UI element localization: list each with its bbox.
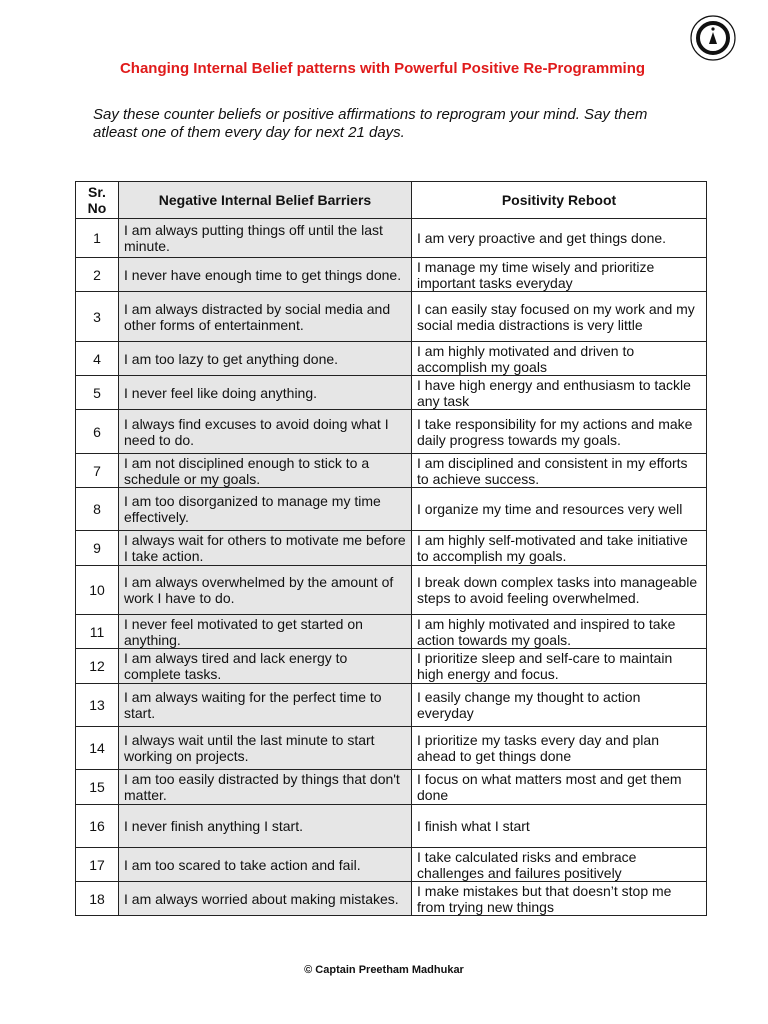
beliefs-table: [75, 181, 707, 916]
positive-affirmation: I can easily stay focused on my work and my social media distractions is very little: [412, 292, 707, 342]
header-sr-no: Sr. No: [76, 182, 119, 219]
header-negative-beliefs: Negative Internal Belief Barriers: [119, 182, 412, 219]
positive-affirmation: I am very proactive and get things done.: [412, 219, 707, 258]
copyright-footer: © Captain Preetham Madhukar: [304, 964, 464, 976]
negative-belief: I am too lazy to get anything done.: [119, 342, 412, 376]
table-row: [76, 727, 707, 770]
positive-affirmation: I take calculated risks and embrace challenges and failures positively: [412, 848, 707, 882]
table-row: [76, 684, 707, 727]
row-number: 11: [76, 615, 119, 649]
positive-affirmation: I prioritize sleep and self-care to maintain high energy and focus.: [412, 649, 707, 684]
row-number: 7: [76, 454, 119, 488]
negative-belief: I always wait for others to motivate me before I take action.: [119, 531, 412, 566]
positive-affirmation: I organize my time and resources very well: [412, 488, 707, 531]
table-row: [76, 488, 707, 531]
page-title: Changing Internal Belief patterns with Powerful Positive Re-Programming: [119, 60, 646, 77]
table-row: [76, 219, 707, 258]
table-row: [76, 258, 707, 292]
table-row: [76, 615, 707, 649]
negative-belief: I always wait until the last minute to start working on projects.: [119, 727, 412, 770]
table-header-row: [76, 182, 707, 219]
table-row: [76, 805, 707, 848]
row-number: 3: [76, 292, 119, 342]
row-number: 8: [76, 488, 119, 531]
negative-belief: I am too disorganized to manage my time effectively.: [119, 488, 412, 531]
row-number: 16: [76, 805, 119, 848]
row-number: 12: [76, 649, 119, 684]
row-number: 13: [76, 684, 119, 727]
positive-affirmation: I focus on what matters most and get them done: [412, 770, 707, 805]
negative-belief: I am always overwhelmed by the amount of work I have to do.: [119, 566, 412, 615]
circular-seal-logo-icon: [689, 14, 737, 62]
negative-belief: I am not disciplined enough to stick to a schedule or my goals.: [119, 454, 412, 488]
header-positivity-reboot: Positivity Reboot: [412, 182, 707, 219]
table-row: [76, 410, 707, 454]
intro-text: Say these counter beliefs or positive affirmations to reprogram your mind. Say them atleast one of them every day for next 21 days.: [93, 106, 648, 141]
positive-affirmation: I finish what I start: [412, 805, 707, 848]
row-number: 2: [76, 258, 119, 292]
negative-belief: I am always tired and lack energy to complete tasks.: [119, 649, 412, 684]
negative-belief: I am always waiting for the perfect time to start.: [119, 684, 412, 727]
positive-affirmation: I manage my time wisely and prioritize important tasks everyday: [412, 258, 707, 292]
positive-affirmation: I am highly motivated and inspired to take action towards my goals.: [412, 615, 707, 649]
negative-belief: I am too scared to take action and fail.: [119, 848, 412, 882]
table-row: [76, 770, 707, 805]
positive-affirmation: I easily change my thought to action everyday: [412, 684, 707, 727]
positive-affirmation: I take responsibility for my actions and make daily progress towards my goals.: [412, 410, 707, 454]
table-row: [76, 566, 707, 615]
positive-affirmation: I break down complex tasks into manageable steps to avoid feeling overwhelmed.: [412, 566, 707, 615]
table-row: [76, 292, 707, 342]
negative-belief: I never finish anything I start.: [119, 805, 412, 848]
row-number: 18: [76, 882, 119, 916]
negative-belief: I never feel motivated to get started on anything.: [119, 615, 412, 649]
row-number: 4: [76, 342, 119, 376]
negative-belief: I am too easily distracted by things that don't matter.: [119, 770, 412, 805]
row-number: 5: [76, 376, 119, 410]
row-number: 17: [76, 848, 119, 882]
negative-belief: I never feel like doing anything.: [119, 376, 412, 410]
row-number: 10: [76, 566, 119, 615]
table-row: [76, 848, 707, 882]
positive-affirmation: I am disciplined and consistent in my efforts to achieve success.: [412, 454, 707, 488]
row-number: 14: [76, 727, 119, 770]
negative-belief: I always find excuses to avoid doing what I need to do.: [119, 410, 412, 454]
positive-affirmation: I have high energy and enthusiasm to tackle any task: [412, 376, 707, 410]
row-number: 9: [76, 531, 119, 566]
table-row: [76, 454, 707, 488]
table-row: [76, 649, 707, 684]
positive-affirmation: I make mistakes but that doesn’t stop me from trying new things: [412, 882, 707, 916]
table-row: [76, 531, 707, 566]
positive-affirmation: I am highly self-motivated and take initiative to accomplish my goals.: [412, 531, 707, 566]
table-row: [76, 882, 707, 916]
negative-belief: I am always worried about making mistakes.: [119, 882, 412, 916]
positive-affirmation: I prioritize my tasks every day and plan ahead to get things done: [412, 727, 707, 770]
row-number: 1: [76, 219, 119, 258]
negative-belief: I never have enough time to get things done.: [119, 258, 412, 292]
positive-affirmation: I am highly motivated and driven to accomplish my goals: [412, 342, 707, 376]
negative-belief: I am always putting things off until the last minute.: [119, 219, 412, 258]
negative-belief: I am always distracted by social media and other forms of entertainment.: [119, 292, 412, 342]
table-row: [76, 342, 707, 376]
row-number: 6: [76, 410, 119, 454]
row-number: 15: [76, 770, 119, 805]
table-row: [76, 376, 707, 410]
